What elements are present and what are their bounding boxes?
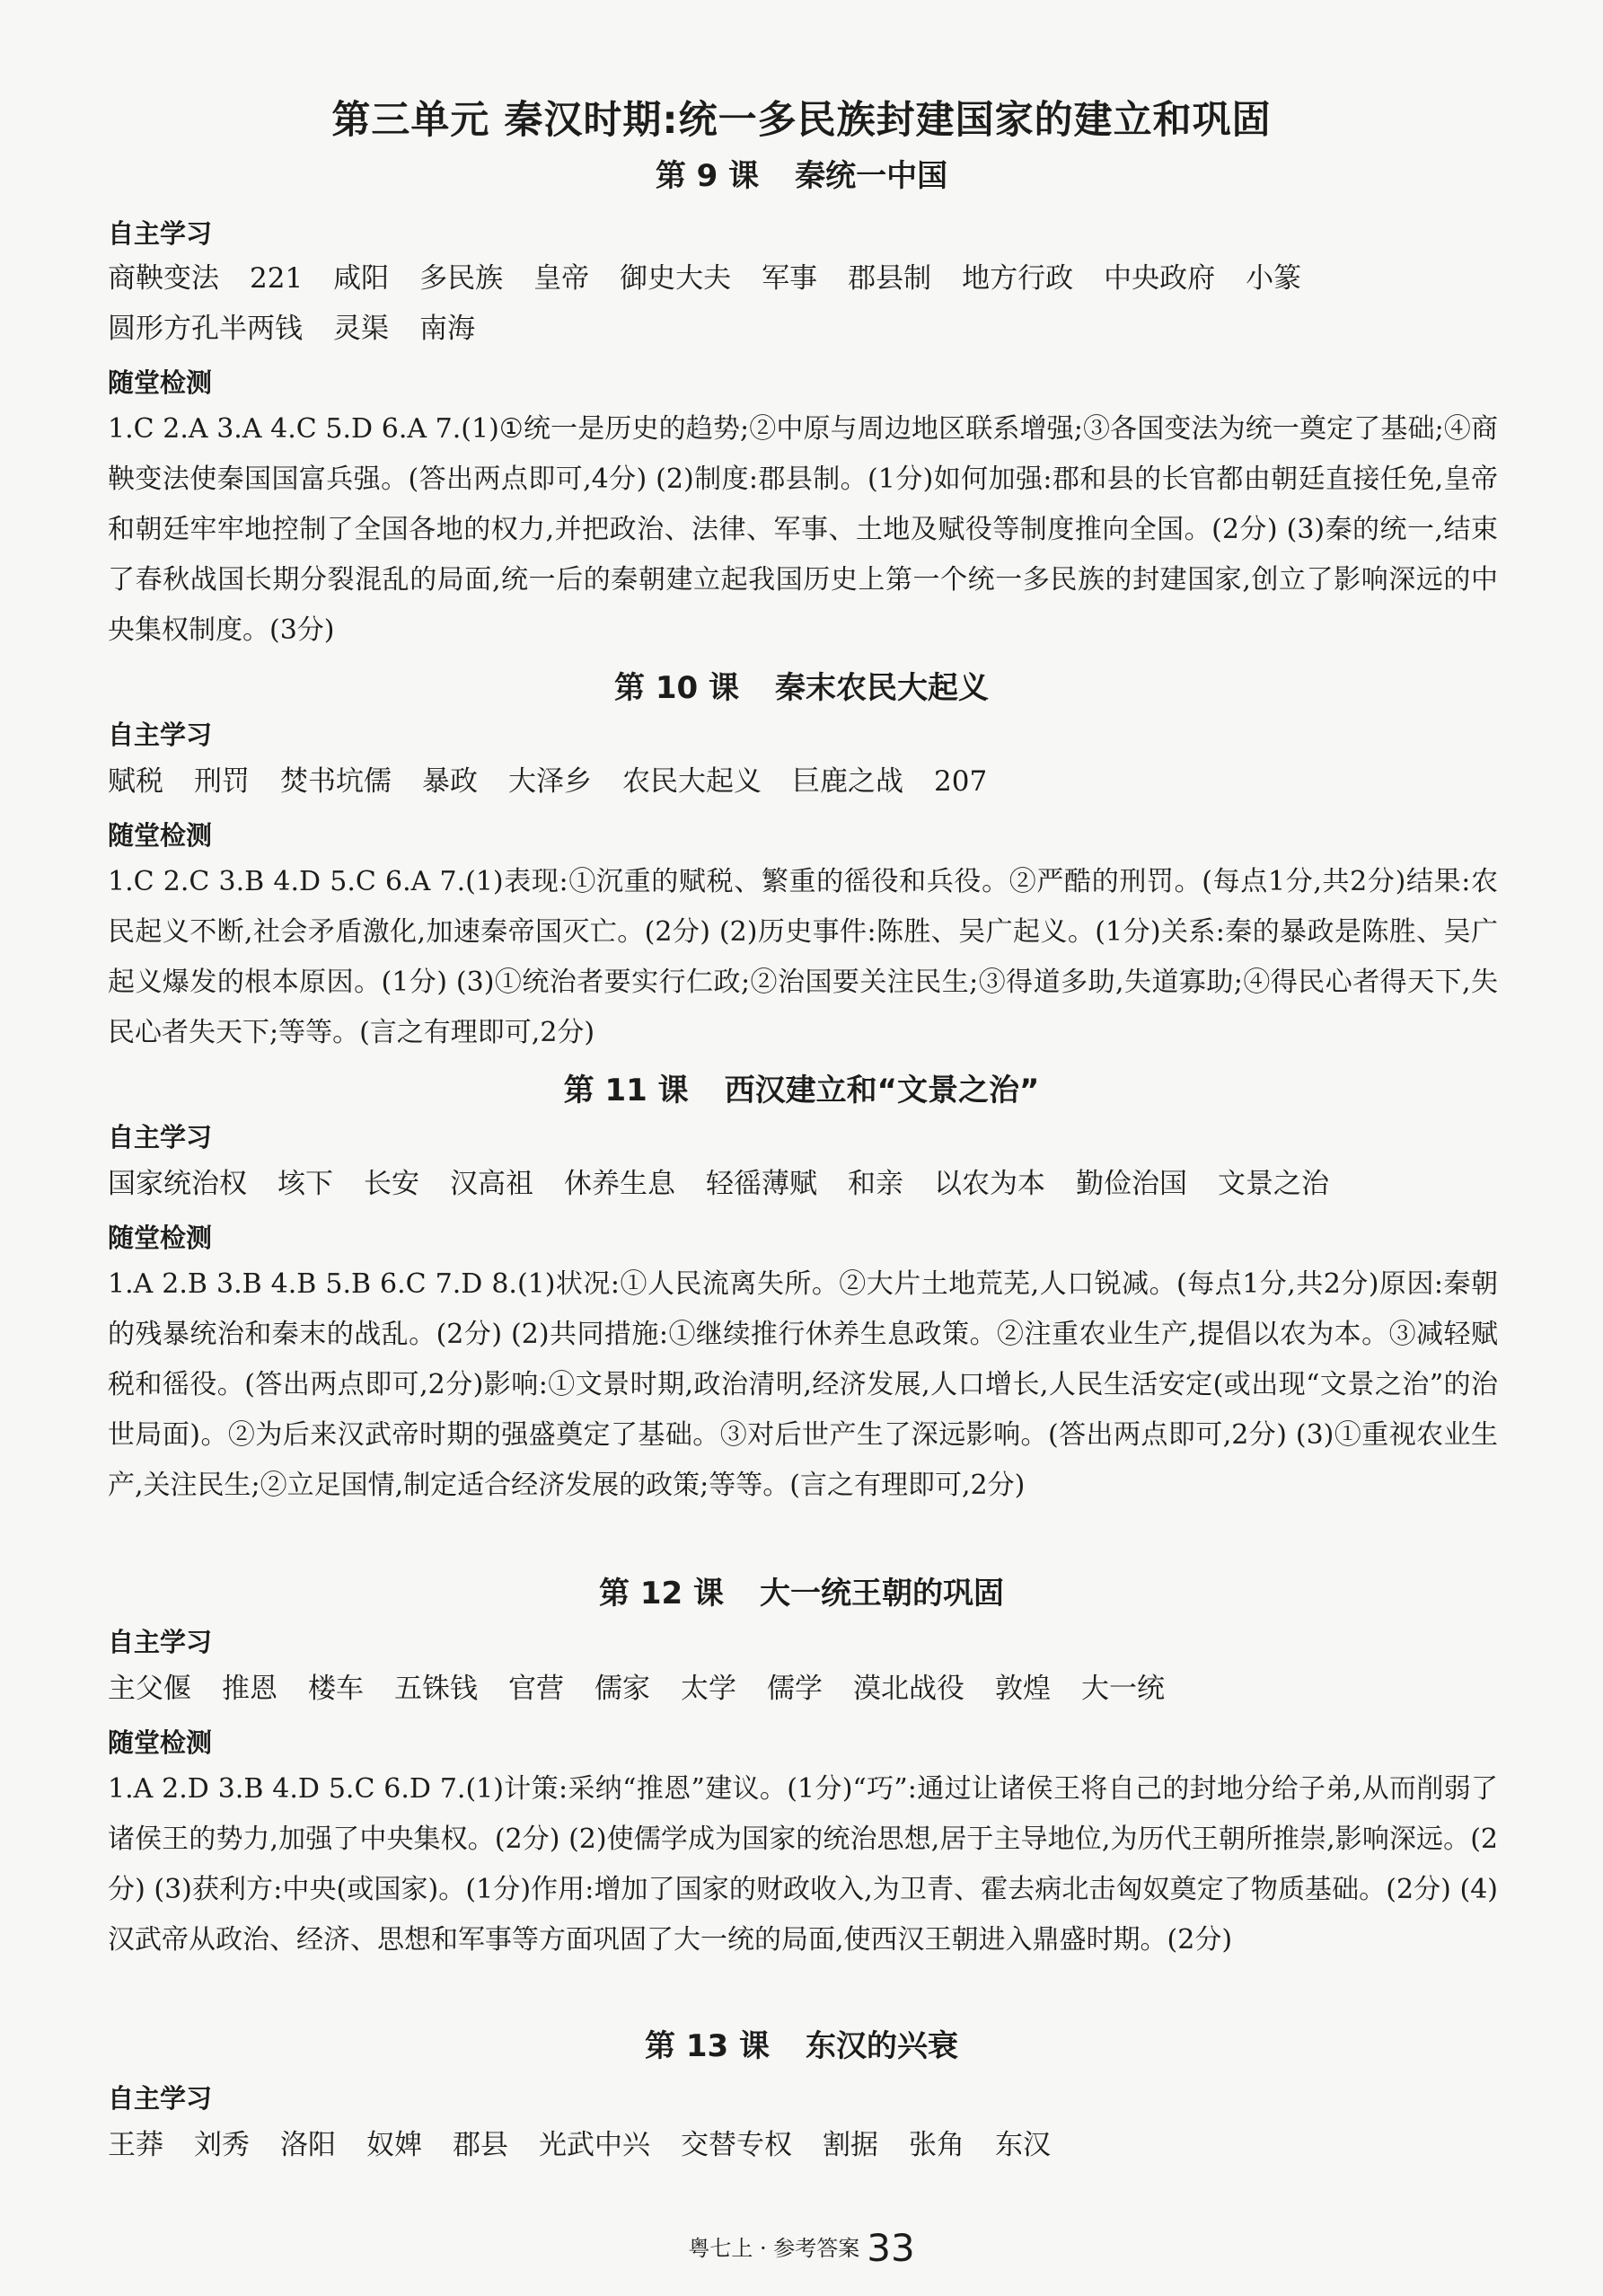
term: 长安 <box>364 1168 419 1200</box>
term: 推恩 <box>222 1673 277 1705</box>
self-study-heading: 自主学习 <box>108 218 213 249</box>
term: 咸阳 <box>333 262 390 295</box>
terms-list-12 <box>108 1664 1500 1714</box>
lesson-title-11 <box>0 1065 1603 1109</box>
lesson-name: 秦末农民大起义 <box>775 670 989 706</box>
term: 灵渠 <box>333 313 389 345</box>
term: 儒学 <box>767 1673 823 1705</box>
term: 交替专权 <box>681 2129 792 2161</box>
quiz-heading: 随堂检测 <box>108 820 213 851</box>
term: 赋税 <box>108 765 163 798</box>
terms-list-11 <box>108 1159 1500 1209</box>
terms-list-9 <box>108 253 1500 354</box>
lesson-title-12 <box>0 1568 1603 1612</box>
answers-11: 1.A 2.B 3.B 4.B 5.B 6.C 7.D 8.(1)状况:①人民流离失所。②大片土地荒芜,人口锐减。(每点1分,共2分)原因:秦朝的残暴统治和秦末的战乱。(2分) (2)共同措施:①继续推行休养生息政策。②注重农业生产,提倡以农为本。③减轻赋税和徭役。(答出两点即可,2分)影响:①文景时期,政治清明,经济发展,人口增长,人民生活安定(或出现“文景之治”的治世局面)。②为后来汉武帝时期的强盛奠定了基础。③对后世产生了深远影响。(答出两点即可,2分) (3)①重视农业生产,关注民生;②立足国情,制定适合经济发展的政策;等等。(言之有理即可,2分) <box>108 1268 1498 1501</box>
term: 敦煌 <box>995 1673 1051 1705</box>
term: 休养生息 <box>564 1168 675 1200</box>
quiz-heading: 随堂检测 <box>108 1727 213 1758</box>
term: 小篆 <box>1246 262 1302 295</box>
term: 国家统治权 <box>108 1168 247 1200</box>
footer-label: 粤七上 · 参考答案 <box>688 2236 860 2261</box>
terms-list-10 <box>108 756 1500 807</box>
term: 巨鹿之战 <box>792 765 903 798</box>
term: 割据 <box>823 2129 878 2161</box>
term: 五铢钱 <box>394 1673 478 1705</box>
term: 大泽乡 <box>508 765 592 798</box>
lesson-number: 第 13 课 <box>645 2028 770 2064</box>
answers-9: 1.C 2.A 3.A 4.C 5.D 6.A 7.(1)①统一是历史的趋势;②中原与周边地区联系增强;③各国变法为统一奠定了基础;④商鞅变法使秦国国富兵强。(答出两点即可,4分) (2)制度:郡县制。(1分)如何加强:郡和县的长官都由朝廷直接任免,皇帝和朝廷牢牢地控制了全国各地的权力,并把政治、法律、军事、土地及赋役等制度推向全国。(2分) (3)秦的统一,结束了春秋战国长期分裂混乱的局面,统一后的秦朝建立起我国历史上第一个统一多民族的封建国家,创立了影响深远的中央集权制度。(3分) <box>108 413 1498 646</box>
term: 张角 <box>909 2129 964 2161</box>
lesson-number: 第 11 课 <box>563 1073 689 1108</box>
terms-list-13 <box>108 2120 1500 2170</box>
term: 垓下 <box>277 1168 333 1200</box>
page-number: 33 <box>867 2226 915 2270</box>
term: 王莽 <box>108 2129 163 2161</box>
term: 楼车 <box>308 1673 364 1705</box>
term: 刑罚 <box>194 765 250 798</box>
term: 军事 <box>762 262 818 295</box>
page-footer <box>0 2226 1603 2270</box>
term: 官营 <box>508 1673 564 1705</box>
lesson-number: 第 12 课 <box>599 1576 724 1612</box>
term: 多民族 <box>419 262 504 295</box>
term: 和亲 <box>848 1168 903 1200</box>
lesson-title-9 <box>0 151 1603 195</box>
lesson-name: 东汉的兴衰 <box>806 2028 958 2064</box>
lesson-title-10 <box>0 663 1603 707</box>
self-study-heading: 自主学习 <box>108 1627 213 1657</box>
term: 郡县 <box>453 2129 508 2161</box>
term: 文景之治 <box>1218 1168 1329 1200</box>
term: 奴婢 <box>366 2129 422 2161</box>
term: 刘秀 <box>194 2129 250 2161</box>
term: 商鞅变法 <box>108 262 219 295</box>
term: 焚书坑儒 <box>280 765 392 798</box>
term: 光武中兴 <box>539 2129 650 2161</box>
self-study-heading: 自主学习 <box>108 1122 213 1152</box>
term: 御史大夫 <box>620 262 732 295</box>
answers-10: 1.C 2.C 3.B 4.D 5.C 6.A 7.(1)表现:①沉重的赋税、繁重的徭役和兵役。②严酷的刑罚。(每点1分,共2分)结果:农民起义不断,社会矛盾激化,加速秦帝国灭亡。(2分) (2)历史事件:陈胜、吴广起义。(1分)关系:秦的暴政是陈胜、吴广起义爆发的根本原因。(1分) (3)①统治者要实行仁政;②治国要关注民生;③得道多助,失道寡助;④得民心者得天下,失民心者失天下;等等。(言之有理即可,2分) <box>108 866 1498 1048</box>
term: 圆形方孔半两钱 <box>108 313 303 345</box>
term: 暴政 <box>422 765 478 798</box>
term: 中央政府 <box>1104 262 1216 295</box>
term: 221 <box>250 262 304 295</box>
self-study-heading: 自主学习 <box>108 2083 213 2114</box>
answers-12: 1.A 2.D 3.B 4.D 5.C 6.D 7.(1)计策:采纳“推恩”建议。(1分)“巧”:通过让诸侯王将自己的封地分给子弟,从而削弱了诸侯王的势力,加强了中央集权。(2分) (2)使儒学成为国家的统治思想,居于主导地位,为历代王朝所推崇,影响深远。(2分) (3)获利方:中央(或国家)。(1分)作用:增加了国家的财政收入,为卫青、霍去病北击匈奴奠定了物质基础。(2分) (4)汉武帝从政治、经济、思想和军事等方面巩固了大一统的局面,使西汉王朝进入鼎盛时期。(2分) <box>108 1773 1498 1956</box>
term: 东汉 <box>995 2129 1051 2161</box>
term: 主父偃 <box>108 1673 191 1705</box>
term: 以农为本 <box>934 1168 1045 1200</box>
lesson-number: 第 9 课 <box>655 158 760 194</box>
lesson-title-13 <box>0 2021 1603 2065</box>
quiz-heading: 随堂检测 <box>108 1223 213 1253</box>
lesson-name: 大一统王朝的巩固 <box>760 1576 1004 1612</box>
term: 207 <box>934 765 988 798</box>
quiz-heading: 随堂检测 <box>108 367 213 398</box>
lesson-name: 秦统一中国 <box>795 158 948 194</box>
term: 轻徭薄赋 <box>706 1168 817 1200</box>
lesson-name: 西汉建立和“文景之治” <box>724 1073 1040 1108</box>
self-study-heading: 自主学习 <box>108 720 213 750</box>
term: 儒家 <box>595 1673 650 1705</box>
term: 郡县制 <box>848 262 932 295</box>
term: 汉高祖 <box>450 1168 533 1200</box>
term: 地方行政 <box>962 262 1074 295</box>
term: 太学 <box>681 1673 736 1705</box>
term: 大一统 <box>1081 1673 1165 1705</box>
lesson-number: 第 10 课 <box>614 670 739 706</box>
unit-title: 第三单元 秦汉时期:统一多民族封建国家的建立和巩固 <box>331 98 1272 143</box>
term: 洛阳 <box>280 2129 336 2161</box>
term: 南海 <box>419 313 475 345</box>
term: 勤俭治国 <box>1076 1168 1187 1200</box>
term: 漠北战役 <box>853 1673 964 1705</box>
term: 皇帝 <box>533 262 590 295</box>
term: 农民大起义 <box>622 765 762 798</box>
